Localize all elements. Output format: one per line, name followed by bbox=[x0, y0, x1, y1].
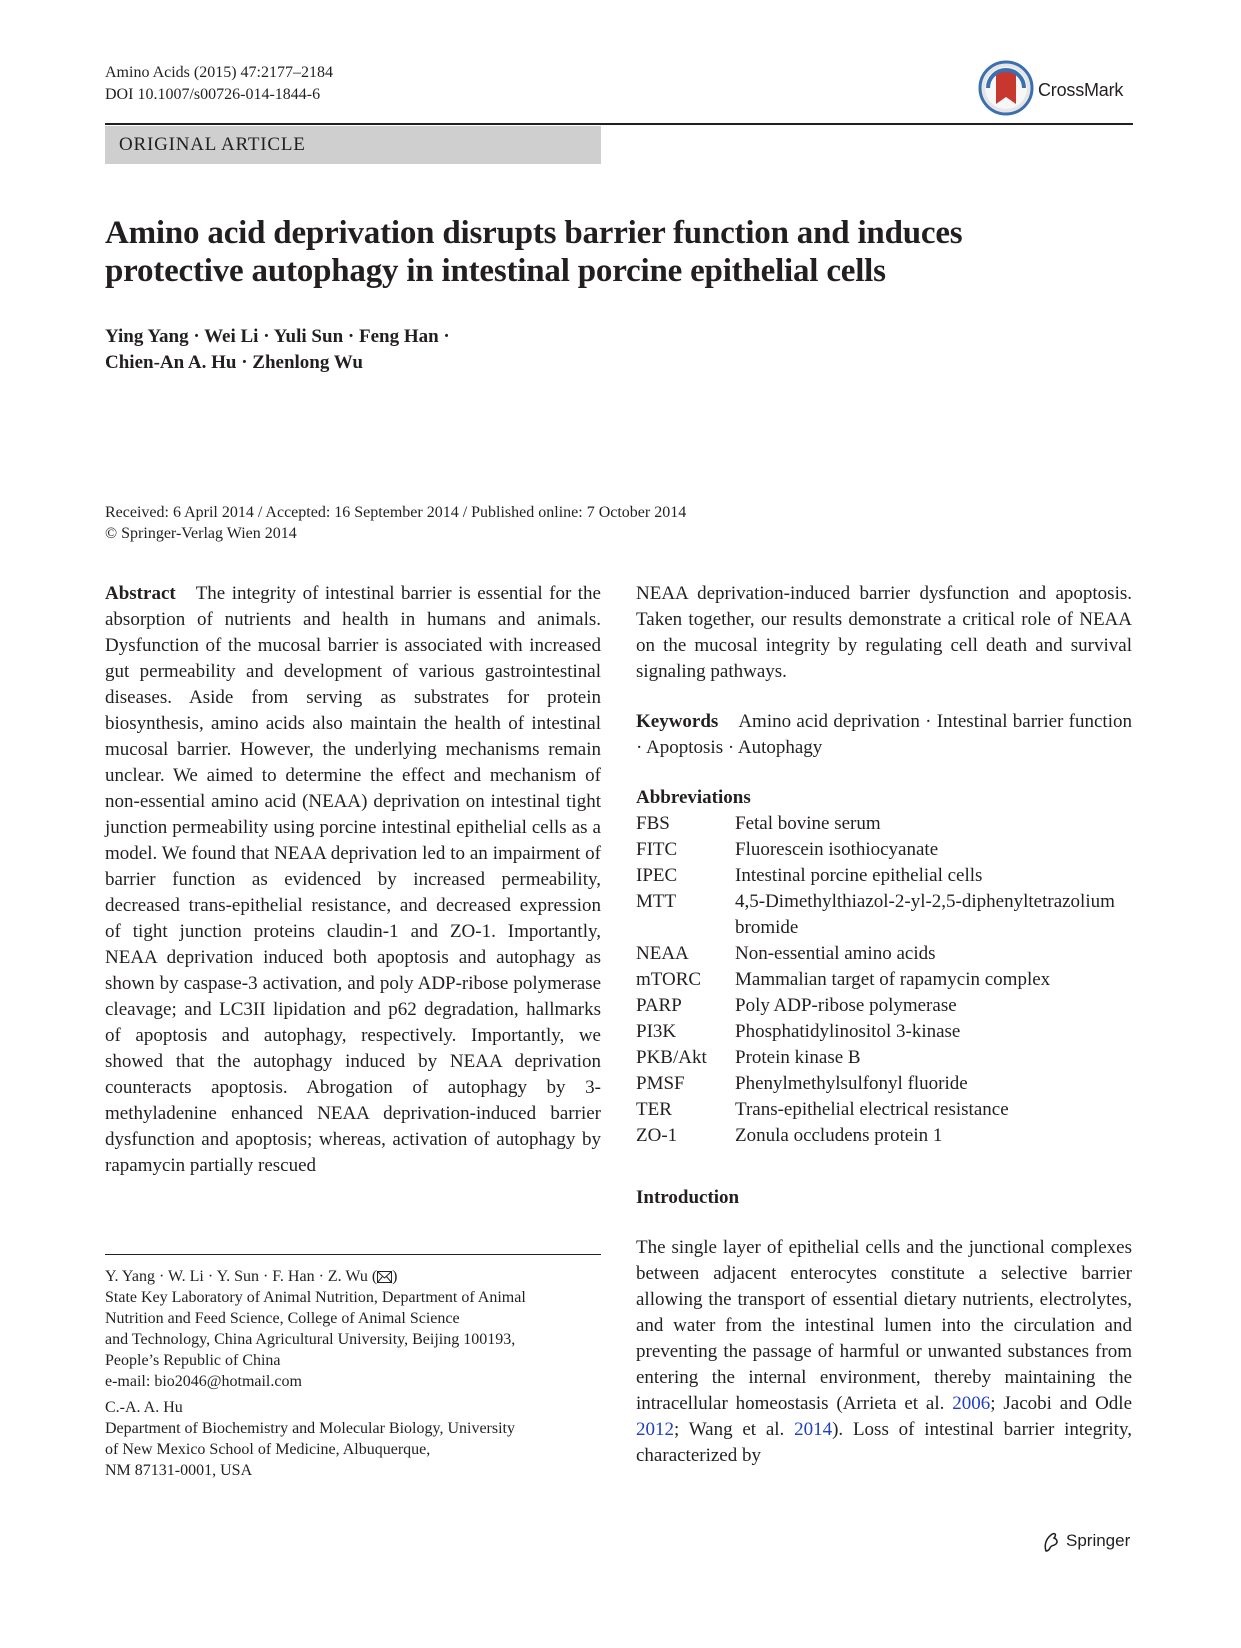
citation-link[interactable]: 2006 bbox=[952, 1393, 991, 1414]
left-column bbox=[105, 581, 601, 1179]
affiliation-authors bbox=[105, 1266, 601, 1287]
springer-horse-icon bbox=[1040, 1531, 1062, 1553]
abbreviation-row bbox=[636, 1019, 1132, 1045]
abbreviation-term: FBS bbox=[636, 813, 670, 834]
abbreviation-definition: Intestinal porcine epithelial cells bbox=[735, 865, 983, 886]
intro-text-part: The single layer of epithelial cells and the junctional complexes between adjacent enterocytes constitute a selective barrier allowing the transport of essential dietary nutrients, electrolytes, and water from the intestinal lumen into the circulation and preventing the passage of harmful or unwanted substances from entering the internal environment, thereby maintaining the intracellular homeostasis (Arrieta et al. bbox=[636, 1237, 1132, 1414]
abbreviation-definition: 4,5-Dimethylthiazol-2-yl-2,5-diphenyltetrazolium bromide bbox=[735, 891, 1115, 938]
abbreviation-row bbox=[636, 1097, 1132, 1123]
crossmark-icon bbox=[978, 60, 1034, 116]
abbreviation-row bbox=[636, 1071, 1132, 1097]
abbreviation-row bbox=[636, 1045, 1132, 1071]
abbreviation-term: IPEC bbox=[636, 865, 678, 886]
intro-text-part: ; Jacobi and Odle bbox=[990, 1393, 1133, 1414]
doi: DOI 10.1007/s00726-014-1844-6 bbox=[105, 86, 321, 103]
article-title bbox=[105, 214, 1005, 290]
abbreviation-row bbox=[636, 837, 1132, 863]
abbreviation-definition: Non-essential amino acids bbox=[735, 943, 936, 964]
abbreviation-definition: Zonula occludens protein 1 bbox=[735, 1125, 943, 1146]
abbreviation-row bbox=[636, 941, 1132, 967]
publisher-name: Springer bbox=[1066, 1531, 1131, 1550]
authors-line: Chien-An A. Hu · Zhenlong Wu bbox=[105, 352, 364, 373]
abbreviation-row bbox=[636, 1123, 1132, 1149]
abbreviation-row bbox=[636, 967, 1132, 993]
affiliation-authors: C.-A. A. Hu bbox=[105, 1399, 183, 1416]
abbreviation-term: PI3K bbox=[636, 1021, 677, 1042]
affiliation-line: of New Mexico School of Medicine, Albuquerque, bbox=[105, 1441, 431, 1458]
abbreviation-row bbox=[636, 993, 1132, 1019]
affiliation-authors-close: ) bbox=[392, 1268, 398, 1285]
introduction-heading: Introduction bbox=[636, 1187, 740, 1208]
publisher-logo bbox=[1040, 1529, 1135, 1555]
copyright-line: © Springer-Verlag Wien 2014 bbox=[105, 525, 297, 542]
header-rule bbox=[105, 123, 1133, 125]
abstract bbox=[105, 581, 601, 1179]
abbreviation-row bbox=[636, 811, 1132, 837]
abbreviation-definition: Poly ADP-ribose polymerase bbox=[735, 995, 957, 1016]
abbreviation-definition: Mammalian target of rapamycin complex bbox=[735, 969, 1051, 990]
abbreviations-heading: Abbreviations bbox=[636, 787, 751, 808]
corresponding-email[interactable]: e-mail: bio2046@hotmail.com bbox=[105, 1373, 302, 1390]
abbreviation-definition: Phosphatidylinositol 3-kinase bbox=[735, 1021, 961, 1042]
abbreviation-term: ZO-1 bbox=[636, 1125, 678, 1146]
journal-citation: Amino Acids (2015) 47:2177–2184 bbox=[105, 64, 333, 81]
keywords-text: Amino acid deprivation · Intestinal barrier function · Apoptosis · Autophagy bbox=[636, 711, 1132, 758]
authors-line: Ying Yang · Wei Li · Yuli Sun · Feng Han · bbox=[105, 326, 450, 347]
crossmark-badge[interactable] bbox=[978, 60, 1133, 120]
abbreviation-definition: Fetal bovine serum bbox=[735, 813, 881, 834]
abbreviation-term: mTORC bbox=[636, 969, 702, 990]
abbreviation-term: MTT bbox=[636, 891, 677, 912]
abbreviations-list bbox=[636, 811, 1132, 1149]
intro-text-part: ; Wang et al. bbox=[674, 1419, 795, 1440]
abbreviation-term: TER bbox=[636, 1099, 672, 1120]
abbreviation-definition: Fluorescein isothiocyanate bbox=[735, 839, 939, 860]
introduction-text bbox=[636, 1235, 1132, 1469]
abbreviations bbox=[636, 785, 1132, 1149]
abstract-continuation: NEAA deprivation-induced barrier dysfunction and apoptosis. Taken together, our results demonstrate a critical role of NEAA on the mucosal integrity by regulating cell death and survival signaling pathways. bbox=[636, 583, 1132, 682]
abbreviation-row bbox=[636, 863, 1132, 889]
abbreviation-term: FITC bbox=[636, 839, 678, 860]
abstract-text: The integrity of intestinal barrier is essential for the absorption of nutrients and health in humans and animals. Dysfunction of the mucosal barrier is associated with increased gut permeability and development of various gastrointestinal diseases. Aside from serving as substrates for protein biosynthesis, amino acids also maintain the health of intestinal mucosal barrier. However, the underlying mechanisms remain unclear. We aimed to determine the effect and mechanism of non-essential amino acid (NEAA) deprivation on intestinal tight junction permeability using porcine intestinal epithelial cells as a model. We found that NEAA deprivation led to an impairment of barrier function as evidenced by increased permeability, decreased trans-epithelial resistance, and decreased expression of tight junction proteins claudin-1 and ZO-1. Importantly, NEAA deprivation induced both apoptosis and autophagy as shown by caspase-3 activation, and poly ADP-ribose polymerase cleavage; and LC3II lipidation and p62 degradation, hallmarks of apoptosis and autophagy, respectively. Importantly, we showed that the autophagy induced by NEAA deprivation counteracts apoptosis. Abrogation of autophagy by 3-methyladenine enhanced NEAA deprivation-induced barrier dysfunction and apoptosis; whereas, activation of autophagy by rapamycin partially rescued bbox=[105, 583, 601, 1176]
article-category-label: ORIGINAL ARTICLE bbox=[119, 134, 306, 155]
affiliation-line: Department of Biochemistry and Molecular Biology, University bbox=[105, 1420, 515, 1437]
abbreviation-definition: Protein kinase B bbox=[735, 1047, 861, 1068]
introduction bbox=[636, 1185, 1132, 1469]
abstract-label: Abstract bbox=[105, 583, 176, 604]
abbreviation-definition: Phenylmethylsulfonyl fluoride bbox=[735, 1073, 968, 1094]
affiliation-authors-text: Y. Yang · W. Li · Y. Sun · F. Han · Z. Wu ( bbox=[105, 1268, 378, 1285]
affiliation-line: State Key Laboratory of Animal Nutrition, Department of Animal bbox=[105, 1289, 526, 1306]
publication-dates bbox=[105, 502, 686, 544]
abbreviation-term: NEAA bbox=[636, 943, 689, 964]
affiliation-line: and Technology, China Agricultural University, Beijing 100193, bbox=[105, 1331, 516, 1348]
abbreviation-term: PARP bbox=[636, 995, 682, 1016]
journal-info bbox=[105, 62, 333, 106]
keywords bbox=[636, 709, 1132, 761]
crossmark-label: CrossMark bbox=[1038, 80, 1124, 100]
abbreviation-row bbox=[636, 889, 1132, 941]
article-category bbox=[105, 126, 601, 164]
affiliation-2 bbox=[105, 1397, 601, 1481]
affiliation-line: NM 87131-0001, USA bbox=[105, 1462, 253, 1479]
title-line: Amino acid deprivation disrupts barrier function and induces bbox=[105, 215, 963, 251]
author-list bbox=[105, 324, 450, 376]
abbreviation-term: PKB/Akt bbox=[636, 1047, 707, 1068]
citation-link[interactable]: 2014 bbox=[794, 1419, 833, 1440]
dates-line: Received: 6 April 2014 / Accepted: 16 September 2014 / Published online: 7 October 2014 bbox=[105, 504, 687, 521]
right-column bbox=[636, 581, 1132, 1469]
abbreviation-definition: Trans-epithelial electrical resistance bbox=[735, 1099, 1009, 1120]
envelope-icon bbox=[377, 1271, 392, 1283]
abbreviation-term: PMSF bbox=[636, 1073, 685, 1094]
affiliation-line: Nutrition and Feed Science, College of Animal Science bbox=[105, 1310, 460, 1327]
title-line: protective autophagy in intestinal porcine epithelial cells bbox=[105, 253, 886, 289]
affiliation-1 bbox=[105, 1266, 601, 1392]
footnote-rule bbox=[105, 1254, 601, 1255]
affiliation-line: People’s Republic of China bbox=[105, 1352, 281, 1369]
citation-link[interactable]: 2012 bbox=[636, 1419, 674, 1440]
keywords-label: Keywords bbox=[636, 711, 719, 732]
intro-text-part: ). Loss of intestinal barrier integrity, characterized by bbox=[636, 1419, 1132, 1466]
